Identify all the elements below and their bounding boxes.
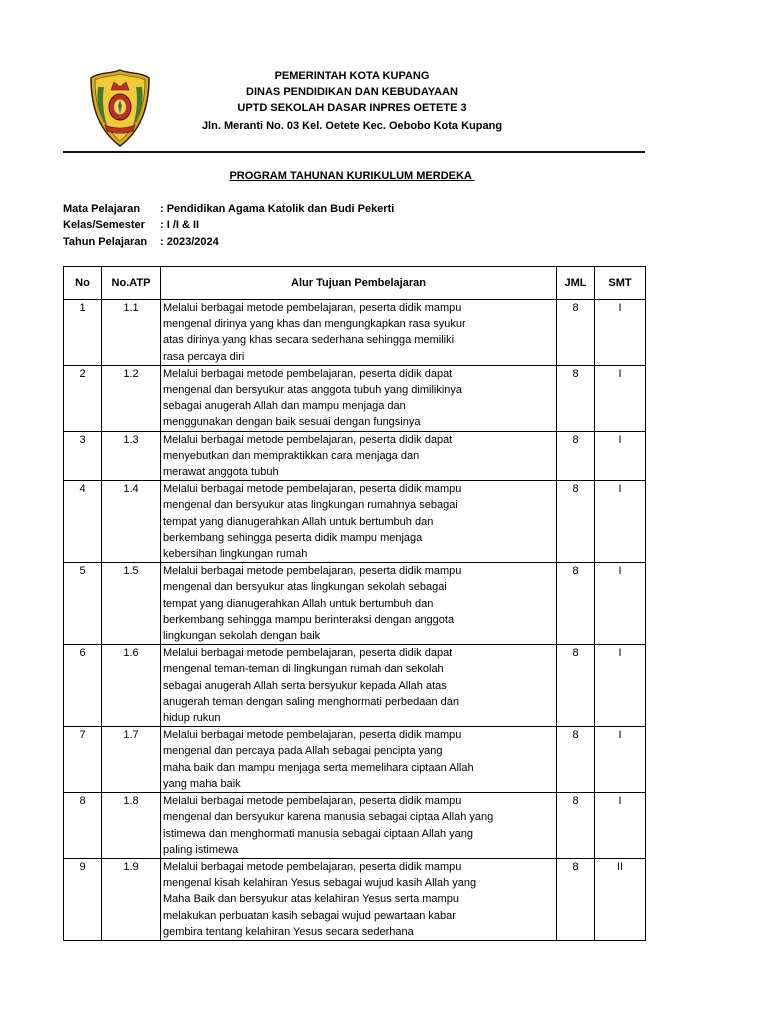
- objective-line: menggunakan dengan baik sesuai dengan fungsinya: [163, 416, 421, 429]
- table-header-row: [64, 267, 646, 300]
- column-header-jml: JML: [557, 267, 595, 300]
- info-label: Tahun Pelajaran: [63, 236, 148, 248]
- objective-line: paling istimewa: [163, 843, 239, 856]
- table-row: [64, 365, 646, 431]
- objective-line: mengenal dan bersyukur atas lingkungan sekolah sebagai: [163, 581, 447, 594]
- atp-number: 1.2: [102, 365, 161, 431]
- objective-line: Melalui berbagai metode pembelajaran, peserta didik dapat: [163, 647, 453, 660]
- table-row: [64, 645, 646, 727]
- table-row: [64, 300, 646, 366]
- objective-line: menyebutkan dan mempraktikkan cara menjaga dan: [163, 449, 420, 462]
- info-value: : I /I & II: [160, 219, 200, 231]
- column-header-objective: Alur Tujuan Pembelajaran: [161, 267, 557, 300]
- atp-number: 1.1: [102, 300, 161, 366]
- objective-line: Melalui berbagai metode pembelajaran, peserta didik mampu: [163, 302, 462, 314]
- jml-value: 8: [557, 365, 595, 431]
- info-class-semester: [63, 217, 623, 233]
- atp-number: 1.7: [102, 727, 161, 793]
- smt-value: I: [595, 365, 646, 431]
- smt-value: I: [595, 727, 646, 793]
- smt-value: I: [595, 300, 646, 366]
- objective-line: anugerah teman dengan saling menghormati perbedaan dan: [163, 695, 459, 708]
- objective-line: sebagai anugerah Allah serta bersyukur kepada Allah atas: [163, 679, 447, 692]
- jml-value: 8: [557, 727, 595, 793]
- learning-objectives-table: [63, 266, 646, 941]
- atp-number: 1.5: [102, 563, 161, 645]
- jml-value: 8: [557, 563, 595, 645]
- atp-number: 1.8: [102, 793, 161, 859]
- learning-objective: [161, 365, 557, 431]
- info-label: Mata Pelajaran: [63, 203, 141, 215]
- learning-objective: [161, 300, 557, 366]
- government-name: PEMERINTAH KOTA KUPANG: [274, 70, 430, 82]
- jml-value: 8: [557, 431, 595, 481]
- objective-line: mengenal dirinya yang khas dan mengungkapkan rasa syukur: [163, 318, 466, 331]
- learning-objective: [161, 727, 557, 793]
- objective-line: mengenal dan bersyukur atas anggota tubuh yang dimilikinya: [163, 384, 463, 397]
- table-row: [64, 793, 646, 859]
- info-value: : Pendidikan Agama Katolik dan Budi Pekerti: [160, 203, 395, 215]
- objective-line: berkembang sehingga peserta didik mampu menjaga: [163, 531, 423, 544]
- table-row: [64, 481, 646, 563]
- table-row: [64, 431, 646, 481]
- jml-value: 8: [557, 300, 595, 366]
- objective-line: Maha Baik dan bersyukur atas kelahiran Yesus serta mampu: [163, 893, 459, 906]
- objective-line: rasa percaya diri: [163, 350, 245, 363]
- jml-value: 8: [557, 793, 595, 859]
- smt-value: I: [595, 645, 646, 727]
- smt-value: I: [595, 563, 646, 645]
- smt-value: II: [595, 858, 646, 940]
- objective-line: Melalui berbagai metode pembelajaran, peserta didik mampu: [163, 795, 462, 808]
- objective-line: lingkungan sekolah dengan baik: [163, 630, 321, 643]
- row-number: 7: [64, 727, 102, 793]
- row-number: 1: [64, 300, 102, 366]
- smt-value: I: [595, 431, 646, 481]
- jml-value: 8: [557, 858, 595, 940]
- objective-line: atas dirinya yang khas secara sederhana sehingga memiliki: [163, 334, 455, 347]
- objective-line: Melalui berbagai metode pembelajaran, peserta didik dapat: [163, 367, 453, 380]
- page-title: [60, 168, 644, 184]
- objective-line: istimewa dan menghormati manusia sebagai ciptaan Allah yang: [163, 827, 474, 840]
- page-title-text: PROGRAM TAHUNAN KURIKULUM MERDEKA: [229, 170, 475, 182]
- objective-line: Melalui berbagai metode pembelajaran, peserta didik mampu: [163, 483, 462, 496]
- school-address: Jln. Meranti No. 03 Kel. Oetete Kec. Oebobo Kota Kupang: [201, 120, 503, 132]
- learning-objective: [161, 793, 557, 859]
- objective-line: yang maha baik: [163, 777, 241, 790]
- objective-line: Melalui berbagai metode pembelajaran, peserta didik mampu: [163, 860, 462, 873]
- objective-line: kebersihan lingkungan rumah: [163, 548, 308, 561]
- info-value: : 2023/2024: [160, 236, 219, 248]
- objective-line: hidup rukun: [163, 712, 221, 725]
- smt-value: I: [595, 481, 646, 563]
- column-header-no: No: [64, 267, 102, 300]
- atp-number: 1.4: [102, 481, 161, 563]
- row-number: 6: [64, 645, 102, 727]
- letterhead: [60, 68, 644, 134]
- row-number: 5: [64, 563, 102, 645]
- learning-objective: [161, 563, 557, 645]
- objective-line: mengenal dan bersyukur karena manusia sebagai ciptaa Allah yang: [163, 811, 494, 824]
- objective-line: mengenal kisah kelahiran Yesus sebagai wujud kasih Allah yang: [163, 877, 477, 890]
- objective-line: mengenal dan percaya pada Allah sebagai pencipta yang: [163, 745, 443, 758]
- objective-line: merawat anggota tubuh: [163, 466, 279, 479]
- learning-objective: [161, 431, 557, 481]
- learning-objective: [161, 645, 557, 727]
- objective-line: Melalui berbagai metode pembelajaran, peserta didik mampu: [163, 565, 462, 578]
- info-academic-year: [63, 234, 623, 250]
- info-subject: [63, 201, 623, 217]
- objective-line: melakukan perbuatan kasih sebagai wujud pewartaan kabar: [163, 909, 456, 922]
- atp-number: 1.9: [102, 858, 161, 940]
- learning-objective: [161, 481, 557, 563]
- row-number: 8: [64, 793, 102, 859]
- objective-line: tempat yang dianugerahkan Allah untuk bertumbuh dan: [163, 515, 434, 528]
- school-name: UPTD SEKOLAH DASAR INPRES OETETE 3: [237, 102, 467, 114]
- smt-value: I: [595, 793, 646, 859]
- table-row: [64, 727, 646, 793]
- header-divider: [63, 151, 645, 153]
- column-header-smt: SMT: [595, 267, 646, 300]
- objective-line: Melalui berbagai metode pembelajaran, peserta didik mampu: [163, 729, 462, 742]
- jml-value: 8: [557, 645, 595, 727]
- atp-number: 1.3: [102, 431, 161, 481]
- atp-number: 1.6: [102, 645, 161, 727]
- objective-line: mengenal dan bersyukur atas lingkungan rumahnya sebagai: [163, 499, 458, 512]
- row-number: 9: [64, 858, 102, 940]
- objective-line: maha baik dan mampu menjaga serta memelihara ciptaan Allah: [163, 761, 474, 774]
- department-name: DINAS PENDIDIKAN DAN KEBUDAYAAN: [246, 86, 458, 98]
- row-number: 3: [64, 431, 102, 481]
- info-label: Kelas/Semester: [63, 219, 145, 231]
- objective-line: gembira tentang kelahiran Yesus secara sederhana: [163, 925, 414, 938]
- table-row: [64, 563, 646, 645]
- row-number: 2: [64, 365, 102, 431]
- objective-line: mengenal teman-teman di lingkungan rumah dan sekolah: [163, 663, 444, 676]
- jml-value: 8: [557, 481, 595, 563]
- column-header-atp: No.ATP: [102, 267, 161, 300]
- table-row: [64, 858, 646, 940]
- objective-line: berkembang sehingga mampu berinteraksi dengan anggota: [163, 613, 455, 626]
- learning-objective: [161, 858, 557, 940]
- row-number: 4: [64, 481, 102, 563]
- objective-line: sebagai anugerah Allah dan mampu menjaga dan: [163, 400, 406, 413]
- objective-line: tempat yang dianugerahkan Allah untuk bertumbuh dan: [163, 597, 434, 610]
- objective-line: Melalui berbagai metode pembelajaran, peserta didik dapat: [163, 433, 453, 446]
